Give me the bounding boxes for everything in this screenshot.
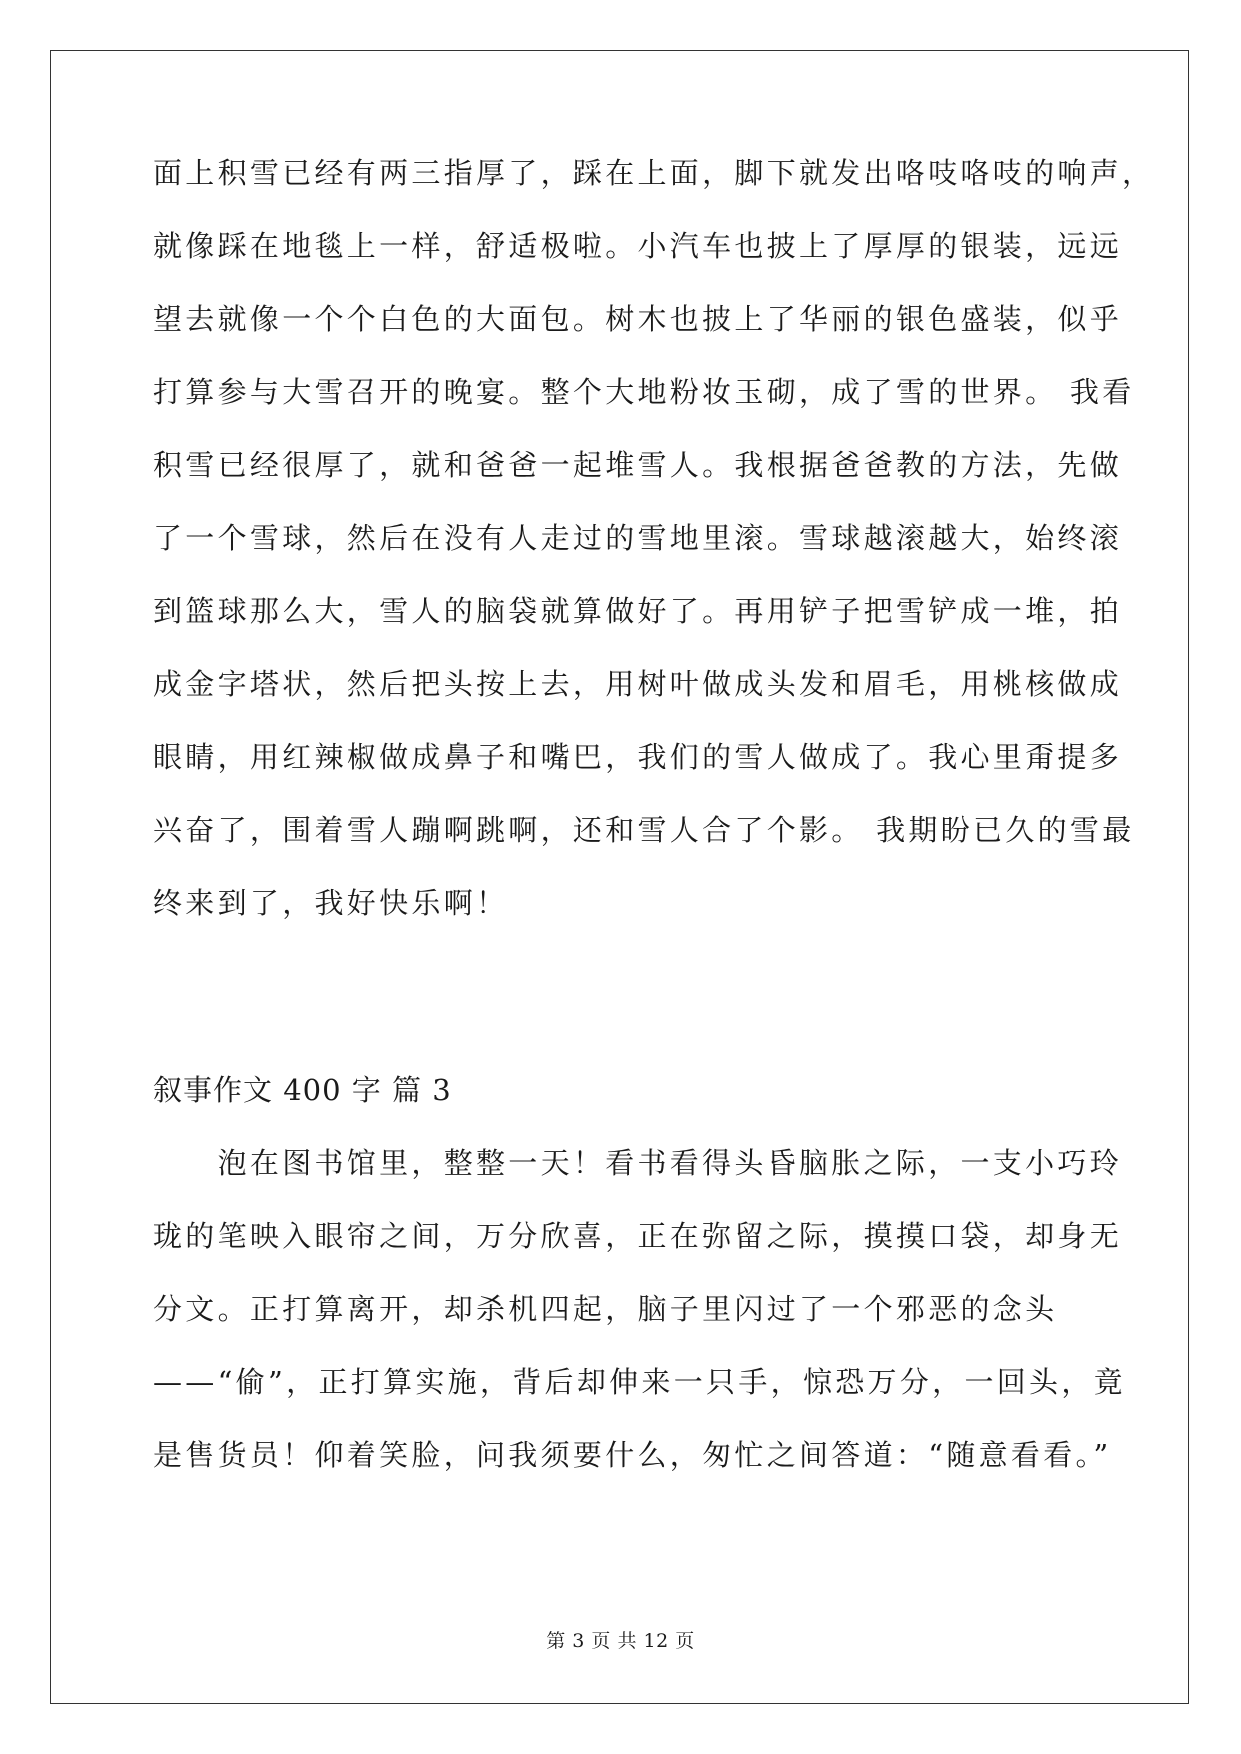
text-line: ——“偷”，正打算实施，背后却伸来一只手，惊恐万分，一回头，竟	[153, 1365, 1126, 1399]
page-number-footer: 第 3 页 共 12 页	[546, 1630, 695, 1652]
text-line: 兴奋了，围着雪人蹦啊跳啊，还和雪人合了个影。 我期盼已久的雪最	[153, 813, 1135, 847]
text-line: 面上积雪已经有两三指厚了，踩在上面，脚下就发出咯吱咯吱的响声，	[153, 156, 1155, 190]
text-line: 成金字塔状，然后把头按上去，用树叶做成头发和眉毛，用桃核做成	[153, 667, 1123, 701]
text-line: 了一个雪球，然后在没有人走过的雪地里滚。雪球越滚越大，始终滚	[153, 521, 1123, 555]
text-line: 泡在图书馆里，整整一天！看书看得头昏脑胀之际，一支小巧玲	[153, 1146, 1123, 1180]
text-line: 分文。正打算离开，却杀机四起，脑子里闪过了一个邪恶的念头	[153, 1292, 1058, 1326]
text-line: 珑的笔映入眼帘之间，万分欣喜，正在弥留之际，摸摸口袋，却身无	[153, 1219, 1123, 1253]
text-line: 就像踩在地毯上一样，舒适极啦。小汽车也披上了厚厚的银装，远远	[153, 229, 1123, 263]
text-line: 积雪已经很厚了，就和爸爸一起堆雪人。我根据爸爸教的方法，先做	[153, 448, 1123, 482]
text-line: 终来到了，我好快乐啊！	[153, 886, 509, 920]
text-line: 望去就像一个个白色的大面包。树木也披上了华丽的银色盛装，似乎	[153, 302, 1123, 336]
text-line: 眼睛，用红辣椒做成鼻子和嘴巴，我们的雪人做成了。我心里甭提多	[153, 740, 1123, 774]
text-line: 打算参与大雪召开的晚宴。整个大地粉妆玉砌，成了雪的世界。 我看	[153, 375, 1135, 409]
text-line: 到篮球那么大，雪人的脑袋就算做好了。再用铲子把雪铲成一堆，拍	[153, 594, 1123, 628]
text-line: 是售货员！仰着笑脸，问我须要什么，匆忙之间答道：“随意看看。”	[153, 1438, 1112, 1472]
section-heading: 叙事作文 400 字 篇 3	[153, 1073, 452, 1107]
